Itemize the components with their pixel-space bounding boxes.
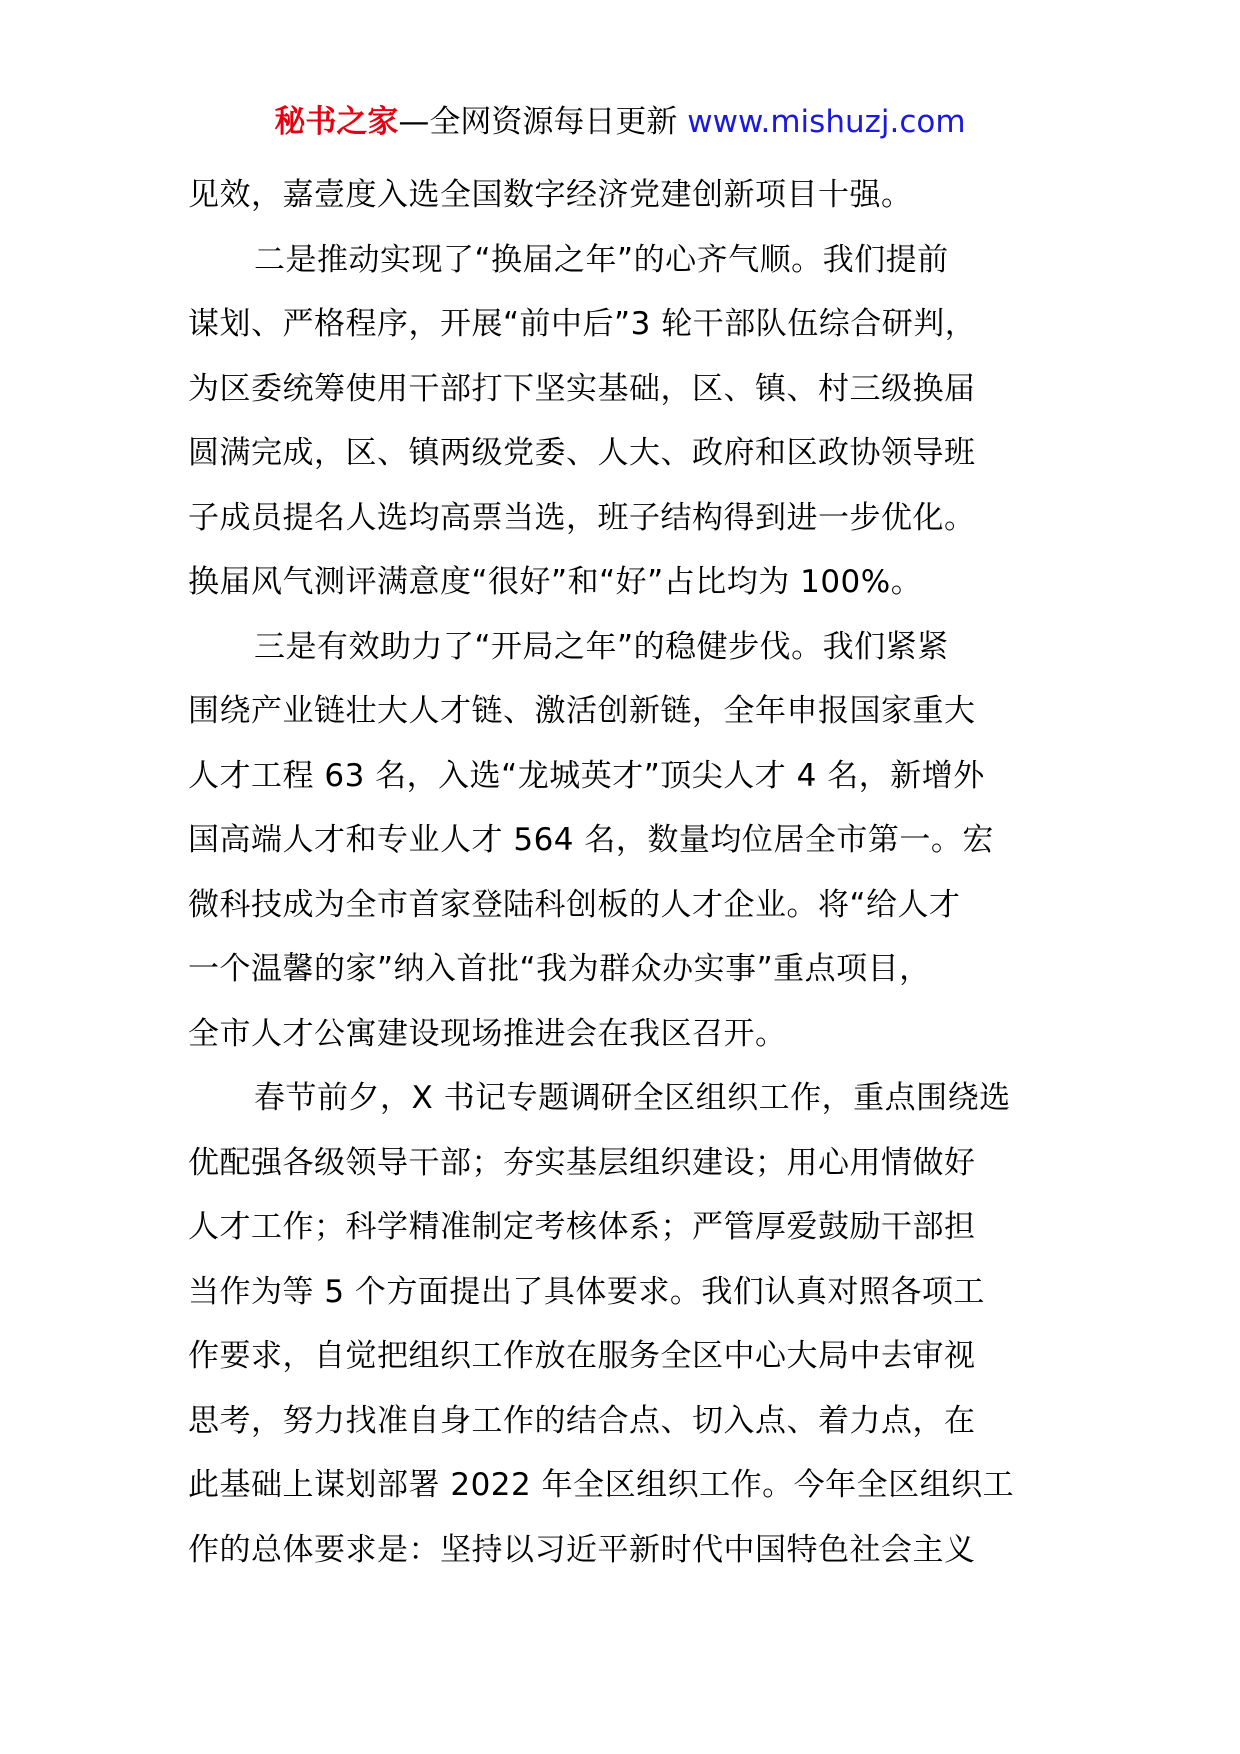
document-body <box>188 163 1058 1582</box>
text-line: 子成员提名人选均高票当选，班子结构得到进一步优化。 <box>188 499 976 536</box>
paragraph-start-line: 春节前夕，X 书记专题调研全区组织工作，重点围绕选 <box>254 1080 1011 1116</box>
text-line: 国高端人才和专业人才 564 名，数量均位居全市第一。宏 <box>188 822 994 858</box>
text-line: 优配强各级领导干部；夯实基层组织建设；用心用情做好 <box>188 1144 976 1181</box>
text-line: 人才工程 63 名，入选“龙城英才”顶尖人才 4 名，新增外 <box>188 757 985 794</box>
text-line: 作要求，自觉把组织工作放在服务全区中心大局中去审视 <box>188 1338 976 1374</box>
text-line: 为区委统筹使用干部打下坚实基础，区、镇、村三级换届 <box>188 370 976 407</box>
text-line: 围绕产业链壮大人才链、激活创新链，全年申报国家重大 <box>188 693 976 729</box>
text-line: 人才工作；科学精准制定考核体系；严管厚爱鼓励干部担 <box>188 1209 976 1245</box>
text-line: 作的总体要求是：坚持以习近平新时代中国特色社会主义 <box>188 1531 976 1568</box>
header-tagline: —全网资源每日更新 <box>398 104 688 140</box>
paragraph-start-line: 二是推动实现了“换届之年”的心齐气顺。我们提前 <box>254 241 949 278</box>
document-header <box>0 100 1240 144</box>
text-line: 换届风气测评满意度“很好”和“好”占比均为 100%。 <box>188 564 923 600</box>
text-line: 当作为等 5 个方面提出了具体要求。我们认真对照各项工 <box>188 1273 985 1310</box>
text-line: 谋划、严格程序，开展“前中后”3 轮干部队伍综合研判， <box>188 306 977 342</box>
text-line: 此基础上谋划部署 2022 年全区组织工作。今年全区组织工 <box>188 1467 1015 1503</box>
text-line: 一个温馨的家”纳入首批“我为群众办实事”重点项目， <box>188 951 931 987</box>
website-link[interactable]: www.mishuzj.com <box>687 104 966 140</box>
text-line: 见效，嘉壹度入选全国数字经济党建创新项目十强。 <box>188 177 913 213</box>
paragraph-start-line: 三是有效助力了“开局之年”的稳健步伐。我们紧紧 <box>254 628 949 665</box>
brand-name: 秘书之家 <box>274 104 399 140</box>
text-line: 微科技成为全市首家登陆科创板的人才企业。将“给人才 <box>188 886 961 923</box>
text-line: 圆满完成，区、镇两级党委、人大、政府和区政协领导班 <box>188 435 976 471</box>
text-line: 思考，努力找准自身工作的结合点、切入点、着力点，在 <box>188 1402 976 1439</box>
text-line: 全市人才公寓建设现场推进会在我区召开。 <box>188 1015 787 1052</box>
